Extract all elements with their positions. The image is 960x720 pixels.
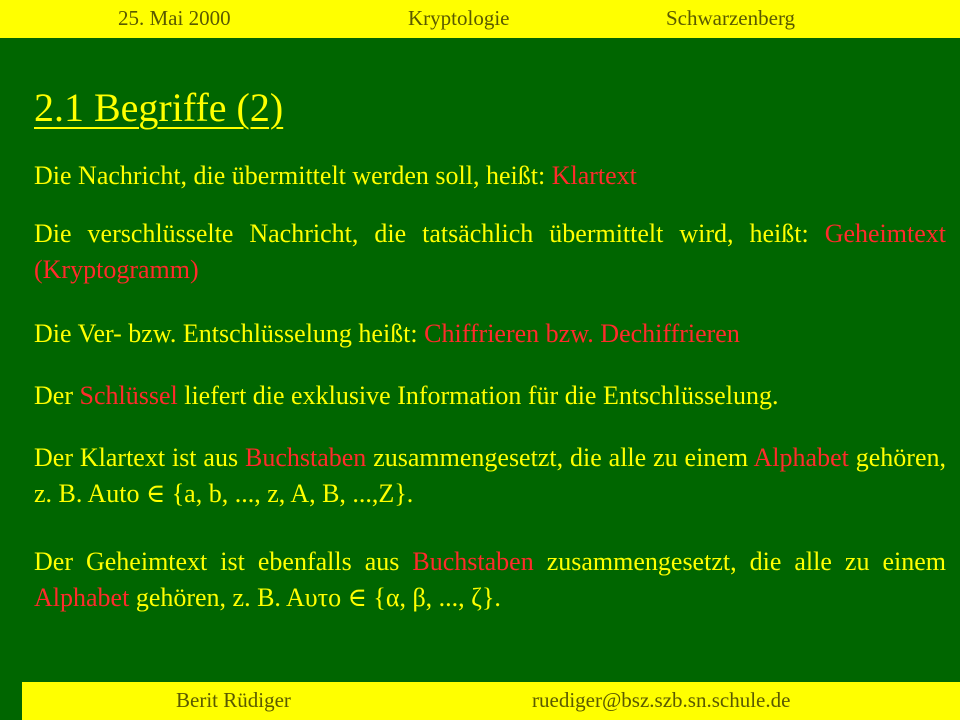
paragraph-text: Der Geheimtext ist ebenfalls aus [34,547,413,576]
term-alphabet: Alphabet [34,583,130,612]
paragraph-klartext [34,158,946,194]
slide-title: 2.1 Begriffe (2) [34,85,284,130]
paragraph-geheimtext-alphabet [34,544,946,616]
term-chiffrieren: Chiffrieren bzw. Dechiffrieren [424,319,740,348]
header-location: Schwarzenberg [666,6,796,30]
paragraph-text: zusammengesetzt, die alle zu einem [366,443,754,472]
paragraph-text: Die verschlüsselte Nachricht, die tatsächlich übermittelt wird, heißt: [34,219,825,248]
header-bar [0,0,960,38]
paragraph-chiffrieren [34,316,946,352]
paragraph-text: zusammengesetzt, die alle zu einem [533,547,946,576]
footer-author: Berit Rüdiger [176,688,291,712]
paragraph-text: gehören, z. B. Aυτο ∈ {α, β, ..., ζ}. [129,583,501,612]
footer-bar [22,682,960,720]
paragraph-text: Die Ver- bzw. Entschlüsselung heißt: [34,319,425,348]
header-topic: Kryptologie [408,6,510,30]
header-date: 25. Mai 2000 [118,6,231,30]
paragraph-geheimtext [34,216,946,288]
paragraph-klartext-alphabet [34,440,946,512]
paragraph-text: gehören, z. B. Auto ∈ {a, b, ..., z, A, B, ...,Z}. [34,443,946,508]
term-buchstaben: Buchstaben [412,547,534,576]
term-alphabet: Alphabet [753,443,849,472]
term-klartext: Klartext [551,161,637,190]
paragraph-schluessel [34,378,946,414]
paragraph-text: liefert die exklusive Information für die Entschlüsselung. [177,381,779,410]
footer-email: ruediger@bsz.szb.sn.schule.de [532,688,791,712]
paragraph-text: Die Nachricht, die übermittelt werden soll, heißt: [34,161,552,190]
term-geheimtext: Geheimtext (Kryptogramm) [34,219,946,284]
paragraph-text: Der Klartext ist aus [34,443,245,472]
term-schluessel: Schlüssel [79,381,178,410]
term-buchstaben: Buchstaben [245,443,367,472]
paragraph-text: Der [34,381,80,410]
